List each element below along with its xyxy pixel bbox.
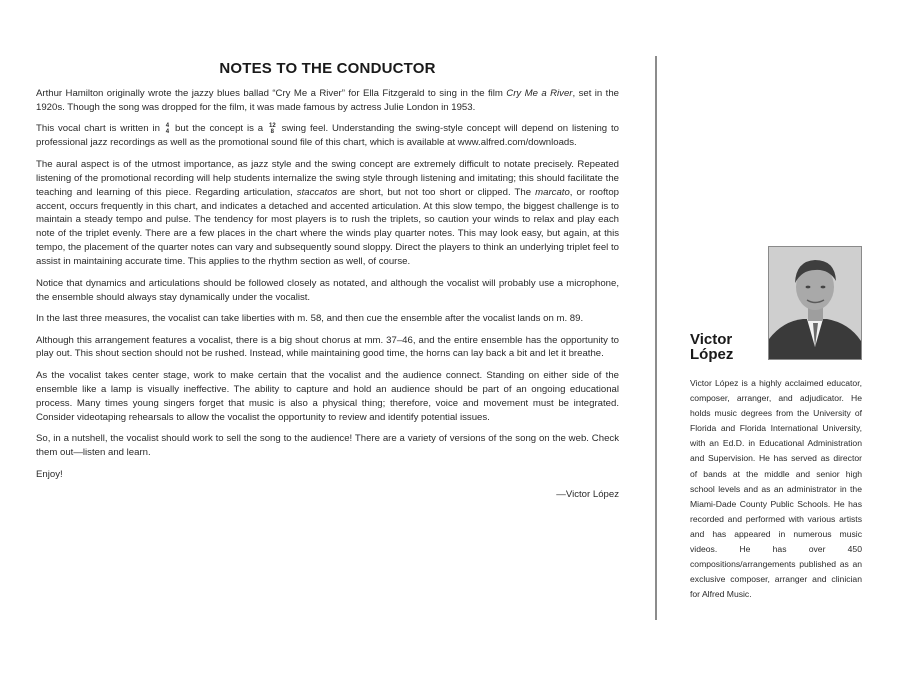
time-signature-4-4: 4 4 — [165, 122, 170, 135]
paragraph-shout-chorus: Although this arrangement features a vocalist, there is a big shout chorus at mm. 37–46, and the entire ensemble has the opportunity to play out. This shout section should not be rushed. Instead, while maintaining good time, the horns can lay back a bit and let it breathe. — [36, 334, 619, 360]
film-title: Cry Me a River — [506, 88, 573, 99]
paragraph-enjoy: Enjoy! — [36, 468, 63, 480]
time-signature-12-8: 12 8 — [268, 122, 276, 135]
conductor-notes — [36, 60, 619, 500]
author-photo — [768, 246, 862, 360]
page-title: NOTES TO THE CONDUCTOR — [219, 60, 436, 77]
paragraph-nutshell: So, in a nutshell, the vocalist should work to sell the song to the audience! There are a variety of versions of the song on the web. Check them out—listen and learn. — [36, 433, 619, 459]
paragraph-aural-aspect: The aural aspect is of the utmost importance, as jazz style and the swing concept are extremely difficult to notate precisely. Repeated listening of the promotional recording will help students internalize the swing style through listening and imitating; this should facilitate the teaching and learning of this piece. Regarding articulation, staccatos are short, but not too short or clipped. The marcato, or rooftop accent, occurs frequently in this chart, and indicates a detached and accented articulation. At this slow tempo, the biggest challenge is to maintain a steady tempo and pulse. The tendency for most players is to rush the triplets, so caution your winds to relax and play each note of the triplet evenly. There are a few places in the chart where the winds play quarter notes. This may look easy, but again, at this tempo, the placement of the quarter notes can vary and subsequently sound sloppy. Direct the players to think an underlying triplet feel to assist in maintaining accurate time. This applies to the rhythm section as well, of course. — [36, 158, 619, 268]
paragraph-last-measures: In the last three measures, the vocalist can take liberties with m. 58, and then cue the ensemble after the vocalist lands on m. 89. — [36, 313, 584, 325]
signature: —Victor López — [556, 489, 619, 501]
author-name: Victor López — [690, 331, 734, 363]
paragraph-time-signature: This vocal chart is written in 4 4 but the concept is a 12 8 swing feel. Understanding the swing-style concept will depend on listening to professional jazz recordings as well as the promotional sound file of this chart, which is available at www.alfred.com/downloads. — [36, 122, 620, 149]
column-divider — [655, 56, 657, 620]
portrait-image — [769, 247, 861, 359]
paragraph-vocalist: As the vocalist takes center stage, work to make certain that the vocalist and the audience connect. Standing on either side of the ensemble like a lamp is visually ineffective. The ability to capture and hold an audience should be part of an ongoing educational process. Many times young singers forget that music is also a physical thing; therefore, voice and movement must be integrated. Consider videotaping rehearsals to allow the vocalist the opportunity to review and identify potential issues. — [36, 369, 619, 423]
paragraph-dynamics: Notice that dynamics and articulations should be followed closely as notated, and although the vocalist will probably use a microphone, the ensemble should always stay dynamically under the vocalist. — [36, 277, 619, 303]
bio-text: Victor López is a highly acclaimed educator, composer, arranger, and adjudicator. He holds music degrees from the University of Florida and Florida International University, with an Ed.D. in Educational Administration and Supervision. He has served as director of bands at the middle and senior high school levels and as an administrator in the Miami-Dade County Public Schools. He has recorded and performed with various artists and has appeared in numerous music videos. He has over 450 compositions/arrangements published as an exclusive composer, arranger and clinician for Alfred Music. — [690, 378, 862, 600]
paragraph-intro: Arthur Hamilton originally wrote the jazzy blues ballad “Cry Me a River” for Ella Fitzgerald to sing in the film Cry Me a River, set in the 1920s. Though the song was dropped for the film, it was made famous by actress Julie London in 1953. — [36, 88, 620, 113]
